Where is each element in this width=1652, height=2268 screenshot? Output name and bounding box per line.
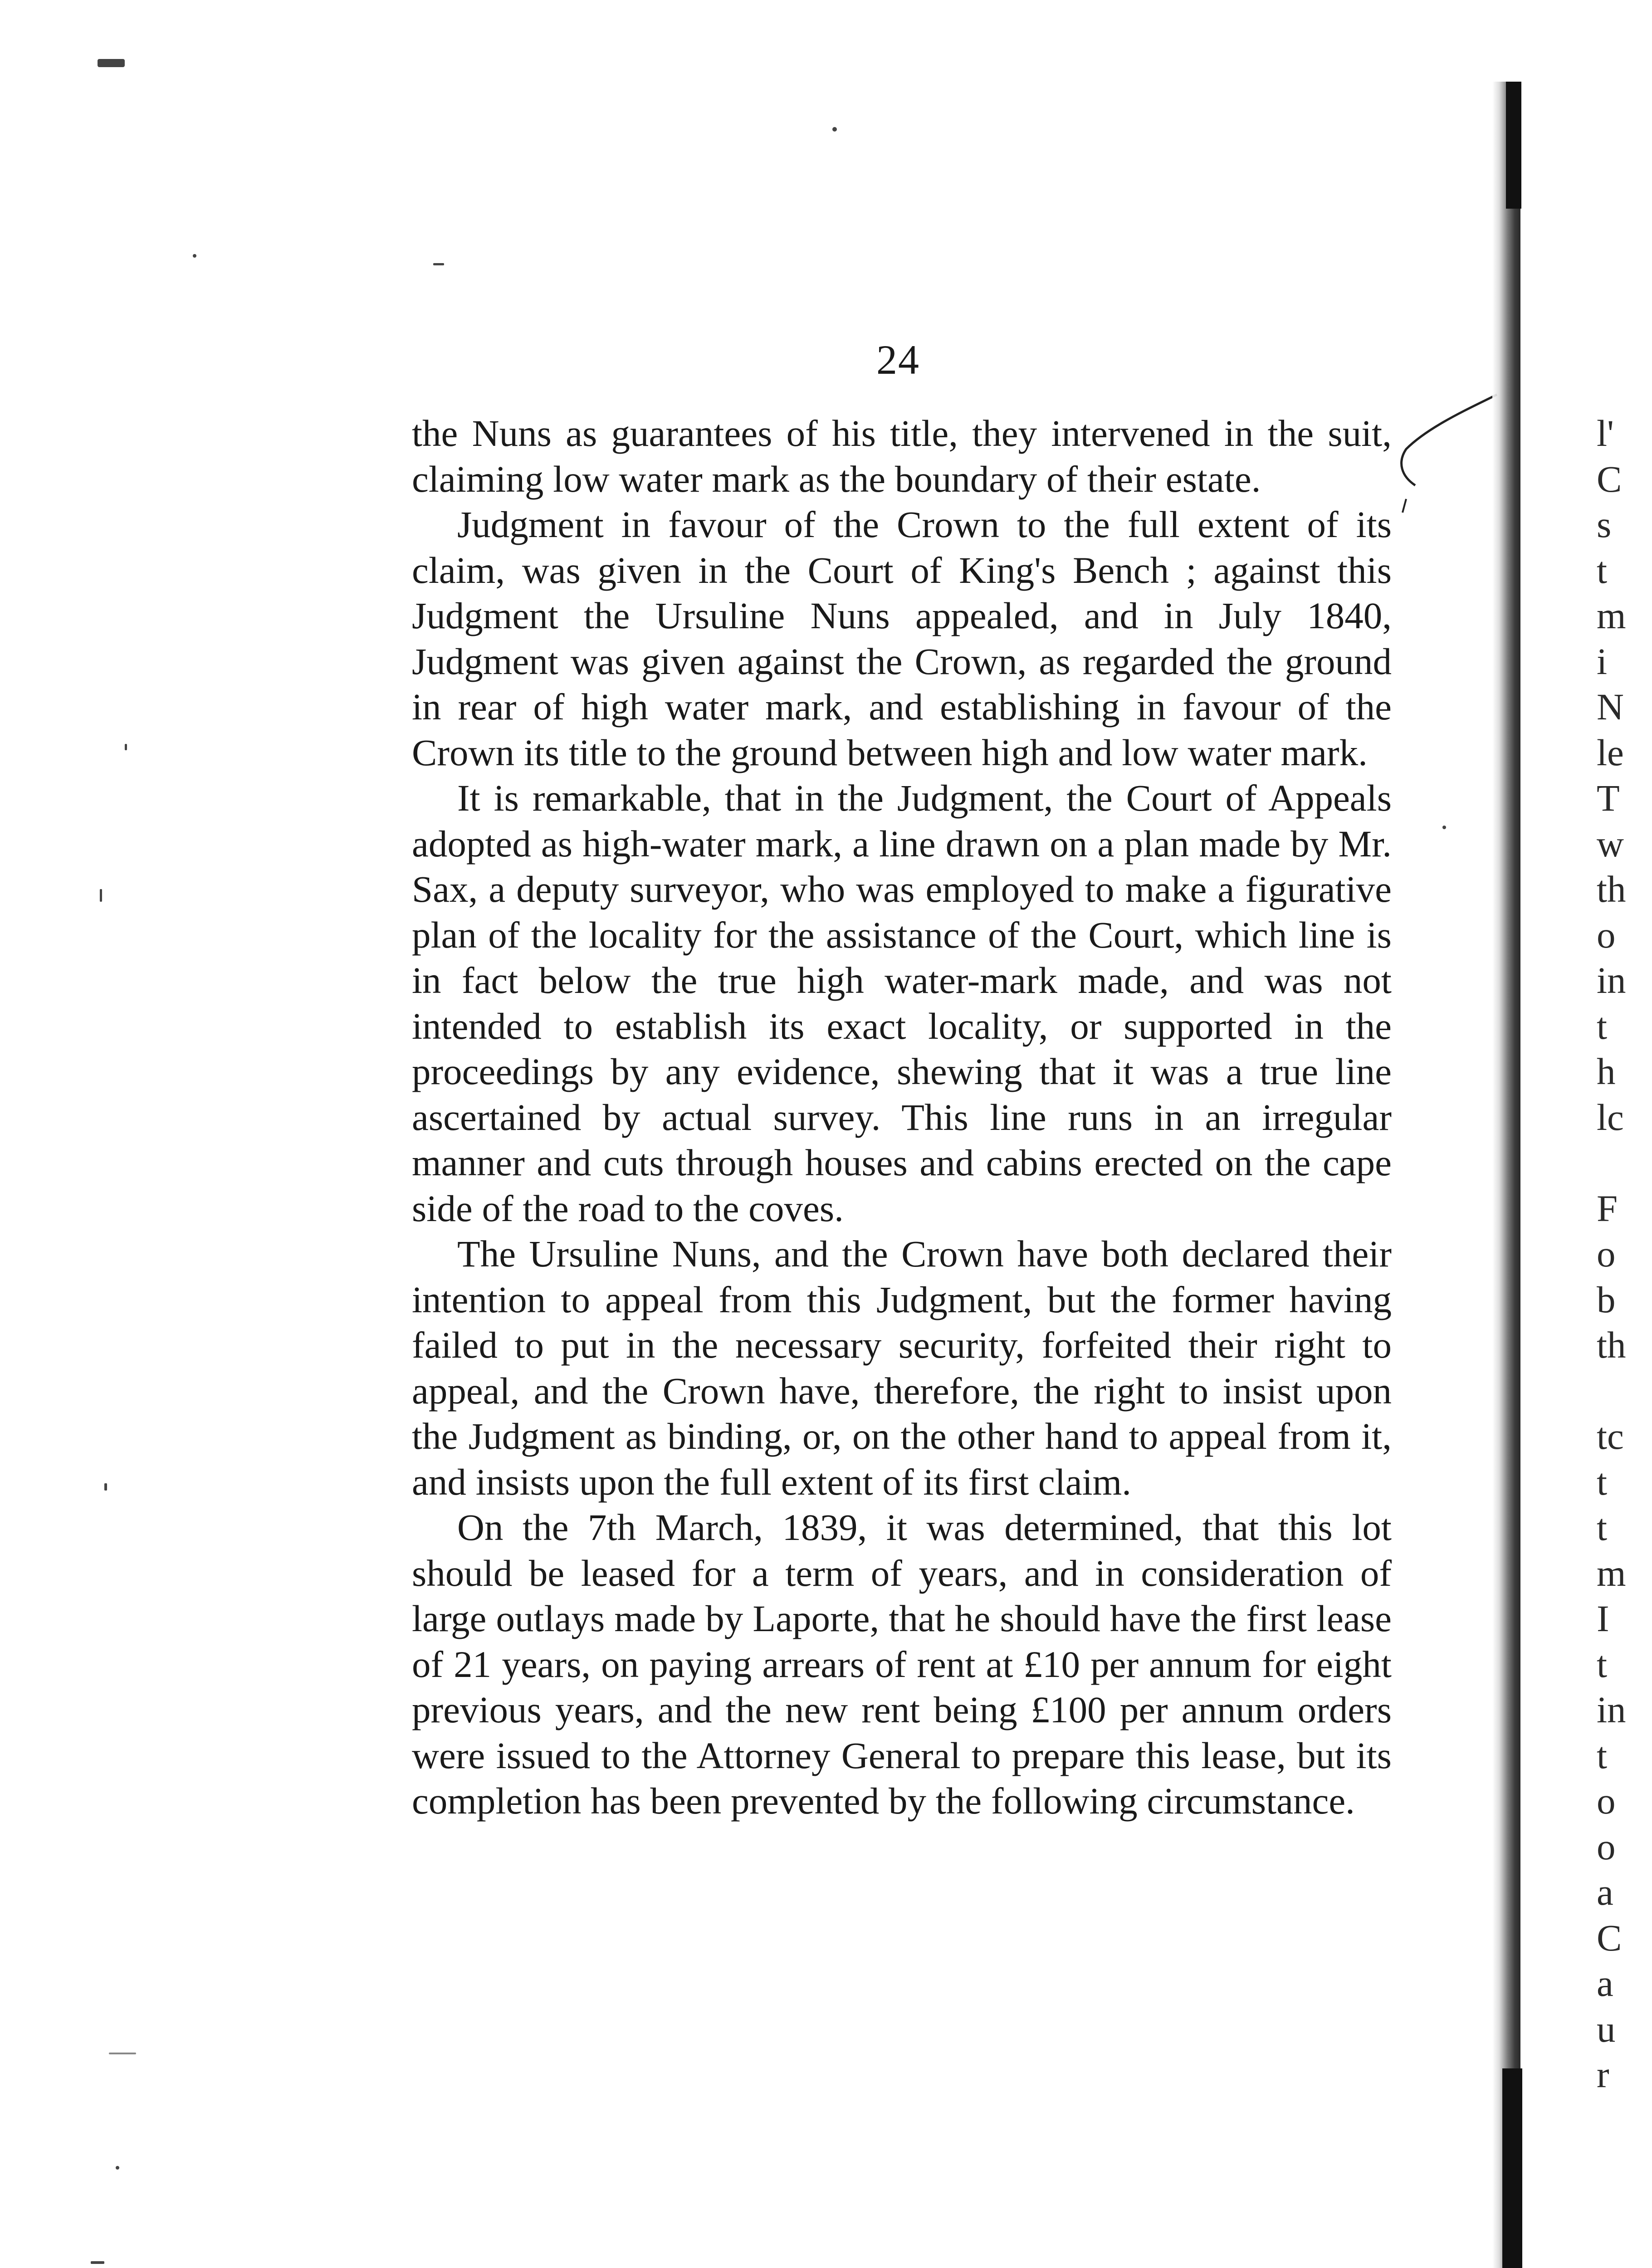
paragraph: Judgment in favour of the Crown to the full extent of its claim, was given in the Court of King's Bench ; against this Judgment the Ursuline Nuns appealed, and in July 1840, Judgment was given against the Crown, as regarded the ground in rear of high water mark, and establishing in favour of the Crown its title to the ground between high and low water mark. bbox=[412, 503, 1392, 773]
facing-page-fragment: in bbox=[1597, 959, 1626, 1001]
facing-page-fragment: N bbox=[1597, 686, 1624, 728]
scan-speck bbox=[116, 2166, 119, 2170]
facing-page-fragment bbox=[1597, 1140, 1647, 1186]
paragraph: the Nuns as guarantees of his title, they intervened in the suit, claiming low water mark as the boundary of their estate. bbox=[412, 412, 1392, 500]
facing-page-fragment: o bbox=[1597, 1780, 1616, 1822]
scan-speck bbox=[193, 254, 196, 258]
facing-page-fragment: m bbox=[1597, 1552, 1626, 1594]
facing-page-fragment: T bbox=[1597, 777, 1620, 819]
book-spine-bottom bbox=[1502, 2068, 1522, 2268]
facing-page-fragment: a bbox=[1597, 1962, 1613, 2004]
scan-speck bbox=[832, 127, 837, 132]
facing-page-fragment: th bbox=[1597, 868, 1626, 910]
facing-page-fragment: h bbox=[1597, 1051, 1616, 1092]
facing-page-fragment: C bbox=[1597, 1916, 1622, 1959]
facing-page-fragment: o bbox=[1597, 1233, 1616, 1275]
facing-page-fragment: w bbox=[1597, 822, 1624, 865]
facing-page-fragment: s bbox=[1597, 503, 1612, 545]
facing-page-fragment: F bbox=[1597, 1187, 1618, 1229]
facing-page-fragment: u bbox=[1597, 2008, 1616, 2050]
facing-page-fragment: l' bbox=[1597, 412, 1614, 454]
scan-speck bbox=[433, 263, 444, 265]
facing-page-fragment: tc bbox=[1597, 1415, 1624, 1457]
scan-speck bbox=[109, 2053, 136, 2054]
paragraph: On the 7th March, 1839, it was determined, that this lot should be leased for a term of years, and in consideration of large outlays made by Laporte, that he should have the first lease of 21 years, on paying arrears of rent at £10 per annum for eight previous years, and the new rent being £100 per annum orders were issued to the Attorney General to prepare this lease, but its completion has been prevented by the following circumstance. bbox=[412, 1506, 1392, 1822]
paragraph: The Ursuline Nuns, and the Crown have both declared their intention to appeal from this Judgment, but the former having failed to put in the necessary security, forfeited their right to appeal, and the Crown have, therefore, the right to insist upon the Judgment as binding, or, on the other hand to appeal from it, and insists upon the full extent of its first claim. bbox=[412, 1233, 1392, 1503]
facing-page-fragment: t bbox=[1597, 1461, 1608, 1503]
facing-page-fragment: i bbox=[1597, 640, 1608, 682]
facing-page-fragment: t bbox=[1597, 549, 1608, 591]
book-spine-shadow bbox=[1492, 82, 1520, 2268]
facing-page-fragment: t bbox=[1597, 1005, 1608, 1047]
facing-page-fragment: I bbox=[1597, 1598, 1609, 1639]
facing-page-fragment: m bbox=[1597, 595, 1626, 636]
scan-speck bbox=[91, 2261, 104, 2264]
facing-page-fragment: le bbox=[1597, 731, 1624, 773]
facing-page-fragment: t bbox=[1597, 1506, 1608, 1548]
scan-speck bbox=[104, 1483, 107, 1491]
scan-speck bbox=[1442, 826, 1446, 829]
facing-page-fragments bbox=[1597, 411, 1647, 2097]
facing-page-fragment bbox=[1597, 1368, 1647, 1414]
facing-page-fragment: r bbox=[1597, 2053, 1609, 2095]
facing-page-fragment: th bbox=[1597, 1324, 1626, 1366]
facing-page-fragment: o bbox=[1597, 1825, 1616, 1867]
facing-page-fragment: a bbox=[1597, 1871, 1613, 1913]
margin-pen-mark bbox=[1388, 390, 1506, 535]
scan-speck bbox=[100, 889, 102, 902]
body-text bbox=[412, 411, 1392, 1824]
page-number: 24 bbox=[876, 337, 920, 383]
book-spine-top bbox=[1506, 82, 1521, 209]
facing-page-fragment: in bbox=[1597, 1689, 1626, 1730]
paragraph: It is remarkable, that in the Judgment, the Court of Appeals adopted as high-water mark, a line drawn on a plan made by Mr. Sax, a deputy surveyor, who was employed to make a figurative plan of the locality for the assistance of the Court, which line is in fact below the true high water-mark made, and was not intended to establish its exact locality, or supported in the proceedings by any evidence, shewing that it was a true line ascertained by actual survey. This line runs in an irregular manner and cuts through houses and cabins erected on the cape side of the road to the coves. bbox=[412, 777, 1392, 1229]
facing-page-fragment: C bbox=[1597, 458, 1622, 500]
scan-speck bbox=[125, 744, 127, 750]
facing-page-fragment: t bbox=[1597, 1643, 1608, 1685]
facing-page-fragment: t bbox=[1597, 1734, 1608, 1776]
facing-page-fragment: o bbox=[1597, 914, 1616, 956]
facing-page-fragment: lc bbox=[1597, 1096, 1624, 1138]
scan-speck bbox=[98, 59, 125, 67]
facing-page-fragment: b bbox=[1597, 1278, 1616, 1320]
